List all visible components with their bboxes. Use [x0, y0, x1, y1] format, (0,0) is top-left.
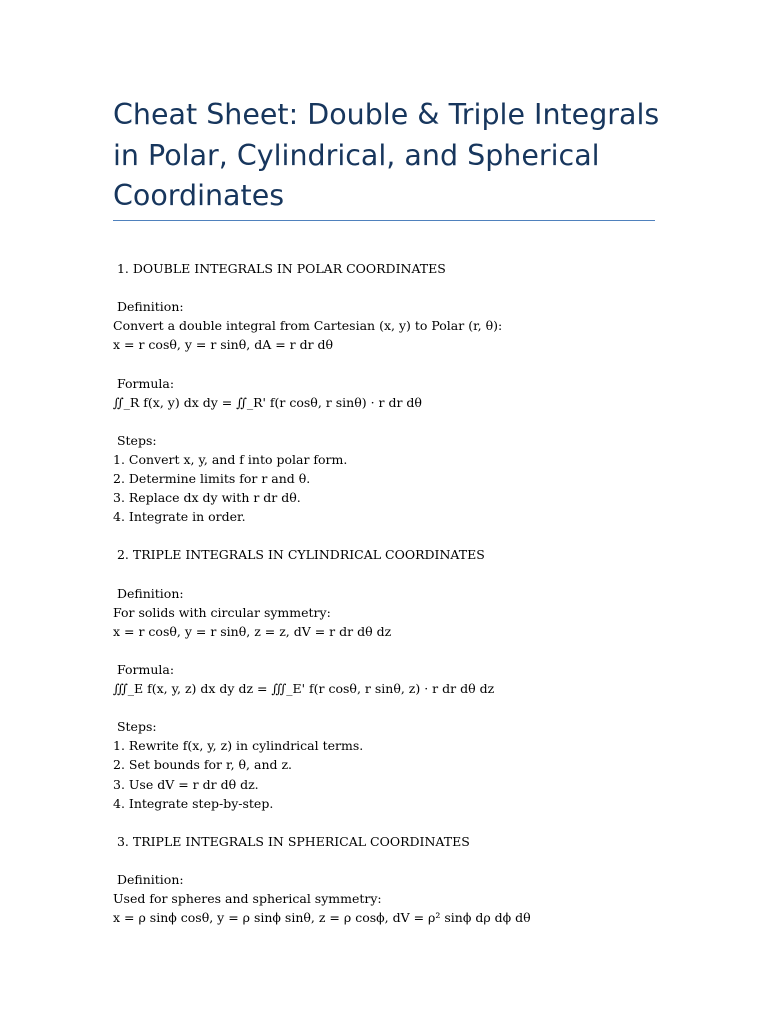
step-item: 4. Integrate step-by-step. — [113, 795, 274, 811]
document-title: Cheat Sheet: Double & Triple Integrals in Polar, Cylindrical, and Spherical Coordinates — [113, 98, 660, 212]
formula-label: Formula: — [113, 661, 175, 677]
steps-label: Steps: — [113, 719, 157, 735]
definition-label: Definition: — [113, 585, 184, 601]
step-item: 1. Convert x, y, and f into polar form. — [113, 451, 348, 467]
formula-line: ∭_E f(x, y, z) dx dy dz = ∭_E' f(r cosθ, r sinθ, z) · r dr dθ dz — [113, 681, 495, 697]
text-line: x = r cosθ, y = r sinθ, dA = r dr dθ — [113, 337, 334, 353]
blank-line — [113, 526, 713, 545]
formula-line: ∬_R f(x, y) dx dy = ∬_R' f(r cosθ, r sinθ) · r dr dθ — [113, 394, 422, 410]
section-heading: 2. TRIPLE INTEGRALS IN CYLINDRICAL COORDINATES — [113, 547, 485, 563]
blank-line — [113, 412, 713, 431]
steps-label: Steps: — [113, 432, 157, 448]
section-heading: 3. TRIPLE INTEGRALS IN SPHERICAL COORDINATES — [113, 833, 470, 849]
blank-line — [113, 641, 713, 660]
blank-line — [113, 278, 713, 297]
step-item: 2. Determine limits for r and θ. — [113, 471, 311, 487]
step-item: 2. Set bounds for r, θ, and z. — [113, 757, 293, 773]
section-heading: 1. DOUBLE INTEGRALS IN POLAR COORDINATES — [113, 261, 446, 276]
formula-label: Formula: — [113, 375, 175, 391]
step-item: 4. Integrate in order. — [113, 509, 246, 525]
document-body — [113, 259, 713, 927]
definition-label: Definition: — [113, 872, 184, 887]
blank-line — [113, 813, 713, 832]
step-item: 3. Use dV = r dr dθ dz. — [113, 776, 259, 792]
text-line: Convert a double integral from Cartesian (x, y) to Polar (r, θ): — [113, 318, 503, 334]
text-line: For solids with circular symmetry: — [113, 604, 331, 620]
text-line: x = r cosθ, y = r sinθ, z = z, dV = r dr dθ dz — [113, 623, 392, 639]
step-item: 1. Rewrite f(x, y, z) in cylindrical terms. — [113, 738, 364, 754]
text-line: x = ρ sinϕ cosθ, y = ρ sinϕ sinθ, z = ρ cosϕ, dV = ρ² sinϕ dρ dϕ dθ — [113, 910, 531, 926]
step-item: 3. Replace dx dy with r dr dθ. — [113, 490, 301, 506]
blank-line — [113, 698, 713, 717]
title-divider — [113, 220, 655, 221]
text-line: Used for spheres and spherical symmetry: — [113, 891, 382, 907]
blank-line — [113, 354, 713, 373]
blank-line — [113, 565, 713, 584]
blank-line — [113, 851, 713, 870]
definition-label: Definition: — [113, 299, 184, 315]
